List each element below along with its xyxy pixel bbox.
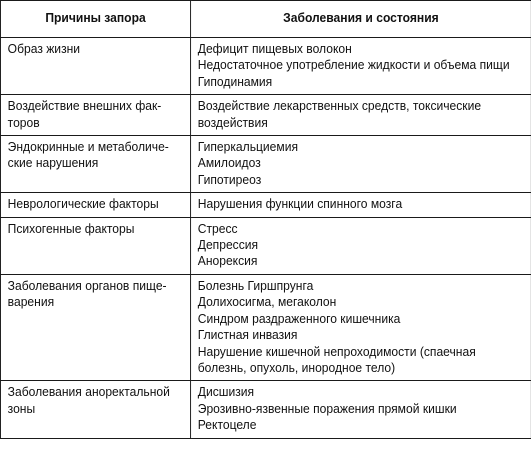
- cause-cell: [0, 193, 190, 217]
- condition-text: Дефицит пищевых волокон: [197, 42, 352, 56]
- header-conditions: Заболевания и состояния: [191, 1, 531, 38]
- condition-text: Гипотиреоз: [197, 172, 262, 187]
- header-causes: Причины запора: [0, 1, 190, 38]
- cause-text: зоны: [7, 401, 36, 416]
- condition-text: Недостаточное употребление жидкости и объема пищи: [197, 58, 510, 73]
- table-row: [0, 217, 531, 274]
- cause-cell: [0, 136, 190, 193]
- conditions-cell: [191, 381, 531, 438]
- cause-text: Психогенные факторы: [7, 221, 135, 236]
- table-row: [0, 274, 531, 380]
- condition-text: Синдром раздраженного кишечника: [197, 311, 401, 326]
- condition-text: Эрозивно-язвенные поражения прямой кишки: [197, 401, 457, 416]
- table-body: [0, 38, 531, 439]
- cause-cell: [0, 381, 190, 438]
- condition-text: Гиперкальциемия: [197, 140, 299, 155]
- table-row: [0, 136, 531, 193]
- condition-text: болезнь, опухоль, инородное тело): [197, 360, 396, 375]
- condition-text: Долихосигма, мегаколон: [197, 295, 337, 310]
- cause-text: варения: [7, 295, 55, 310]
- cause-text: Заболевания органов пище-: [7, 278, 167, 293]
- condition-text: Ректоцеле: [197, 418, 257, 433]
- condition-text: Анорексия: [197, 254, 258, 269]
- conditions-cell: [191, 193, 531, 217]
- condition-text: Глистная инвазия: [197, 328, 298, 343]
- condition-text: Депрессия: [197, 238, 259, 253]
- cause-text: торов: [7, 115, 40, 130]
- condition-text: Нарушения функции спинного мозга: [197, 197, 403, 212]
- table-row: [0, 381, 531, 438]
- table-row: [0, 193, 531, 217]
- condition-text: Дисшизия: [197, 385, 255, 400]
- cause-text: Воздействие внешних фак-: [7, 99, 162, 114]
- condition-text: Амилоидоз: [197, 156, 261, 171]
- table-row: [0, 38, 531, 95]
- cause-cell: [0, 217, 190, 274]
- cause-cell: [0, 95, 190, 136]
- conditions-cell: [191, 136, 531, 193]
- cause-text: Эндокринные и метаболиче-: [7, 140, 169, 155]
- cause-cell: [0, 38, 190, 95]
- cause-text: Заболевания аноректальной: [7, 385, 170, 400]
- table-header-row: [0, 1, 531, 38]
- conditions-cell: [191, 38, 531, 95]
- cause-text: Неврологические факторы: [7, 197, 159, 212]
- condition-text: Гиподинамия: [197, 74, 273, 89]
- condition-text: Стресс: [197, 221, 238, 236]
- condition-text: Воздействие лекарственных средств, токсические: [197, 99, 482, 114]
- table-row: [0, 95, 531, 136]
- conditions-cell: [191, 274, 531, 380]
- condition-text: Болезнь Гиршпрунга: [197, 278, 314, 293]
- conditions-cell: [191, 95, 531, 136]
- conditions-cell: [191, 217, 531, 274]
- cause-cell: [0, 274, 190, 380]
- cause-text: Образ жизни: [7, 42, 81, 56]
- cause-text: ские нарушения: [7, 156, 99, 171]
- condition-text: воздействия: [197, 115, 268, 130]
- condition-text: Нарушение кишечной непроходимости (спаечная: [197, 344, 476, 359]
